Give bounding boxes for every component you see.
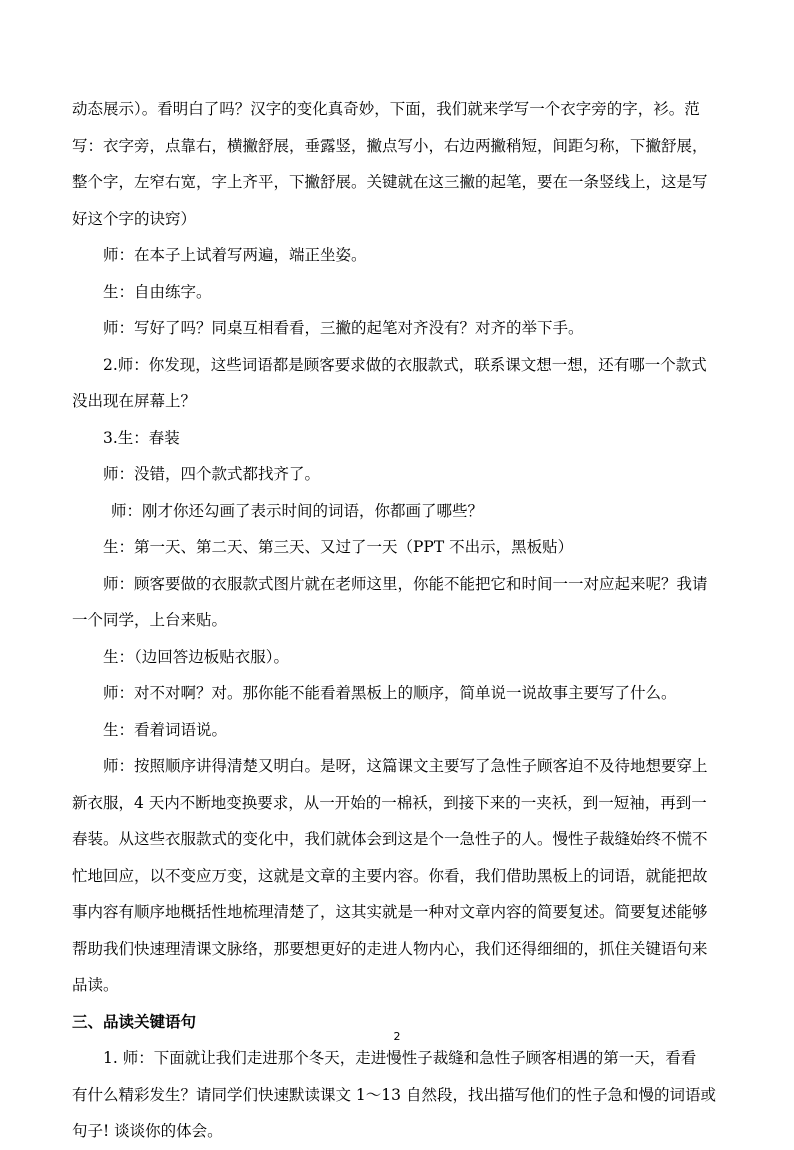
teacher-line: 师：在本子上试着写两遍，端正坐姿。 (103, 246, 367, 264)
teacher-line: 师：顾客要做的衣服款式图片就在老师这里，你能不能把它和时间一一对应起来呢？我请 (103, 574, 708, 593)
text-line: 忙地回应，以不变应万变，这就是文章的主要内容。你看，我们借助黑板上的词语，就能把故 (72, 866, 708, 885)
document-body (72, 91, 722, 1150)
text-line: 好这个字的诀窍） (72, 209, 197, 228)
teacher-line: 师：没错，四个款式都找齐了。 (103, 465, 321, 483)
text-line: 写：衣字旁，点靠右，横撇舒展，垂露竖，撇点写小，右边两撇稍短，间距匀称，下撇舒展， (72, 136, 708, 155)
text-line: 句子! 谈谈你的体会。 (72, 1122, 223, 1140)
numbered-item: 3.生：春装 (103, 428, 180, 447)
text-line: 没出现在屏幕上？ (72, 392, 197, 410)
text-line: 新衣服，4 天内不断地变换要求，从一开始的一棉袄，到接下来的一夹袄，到一短袖，再到一 (72, 793, 707, 812)
text-line: 有什么精彩发生？请同学们快速默读课文 1～13 自然段，找出描写他们的性子急和慢的词语或 (72, 1085, 716, 1104)
teacher-line: 师：对不对啊？对。那你能不能看着黑板上的顺序，简单说一说故事主要写了什么。 (103, 684, 677, 702)
teacher-line: 师：写好了吗？同桌互相看看，三撇的起笔对齐没有？对齐的举下手。 (103, 319, 584, 337)
teacher-line: 师：刚才你还勾画了表示时间的词语，你都画了哪些？ (111, 501, 484, 520)
text-line: 事内容有顺序地概括性地梳理清楚了，这其实就是一种对文章内容的简要复述。简要复述能够 (72, 903, 708, 921)
student-line: 生：看着词语说。 (103, 720, 228, 739)
student-line: 生：自由练字。 (103, 282, 212, 301)
numbered-item: 1. 师：下面就让我们走进那个冬天，走进慢性子裁缝和急性子顾客相遇的第一天，看看 (103, 1049, 697, 1067)
text-line: 一个同学，上台来贴。 (72, 611, 228, 629)
numbered-item: 2.师：你发现，这些词语都是顾客要求做的衣服款式，联系课文想一想，还有哪一个款式 (103, 355, 707, 374)
text-line: 品读。 (72, 976, 119, 994)
text-line: 动态展示）。看明白了吗？汉字的变化真奇妙，下面，我们就来学写一个衣字旁的字，衫。范 (72, 100, 700, 118)
text-line: 春装。从这些衣服款式的变化中，我们就体会到这是个一急性子的人。慢性子裁缝始终不慌不 (72, 830, 708, 848)
student-line: 生：（边回答边板贴衣服）。 (103, 647, 290, 666)
page-number: 2 (393, 1030, 401, 1043)
section-heading: 三、品读关键语句 (72, 1011, 197, 1031)
text-line: 整个字，左窄右宽，字上齐平，下撇舒展。关键就在这三撇的起笔，要在一条竖线上，这是写 (72, 173, 708, 191)
text-line: 帮助我们快速理清课文脉络，那要想更好的走进人物内心，我们还得细细的，抓住关键语句来 (72, 939, 708, 958)
teacher-line: 师：按照顺序讲得清楚又明白。是呀，这篇课文主要写了急性子顾客迫不及待地想要穿上 (103, 757, 708, 775)
student-line: 生：第一天、第二天、第三天、又过了一天（PPT 不出示，黑板贴） (103, 538, 574, 556)
